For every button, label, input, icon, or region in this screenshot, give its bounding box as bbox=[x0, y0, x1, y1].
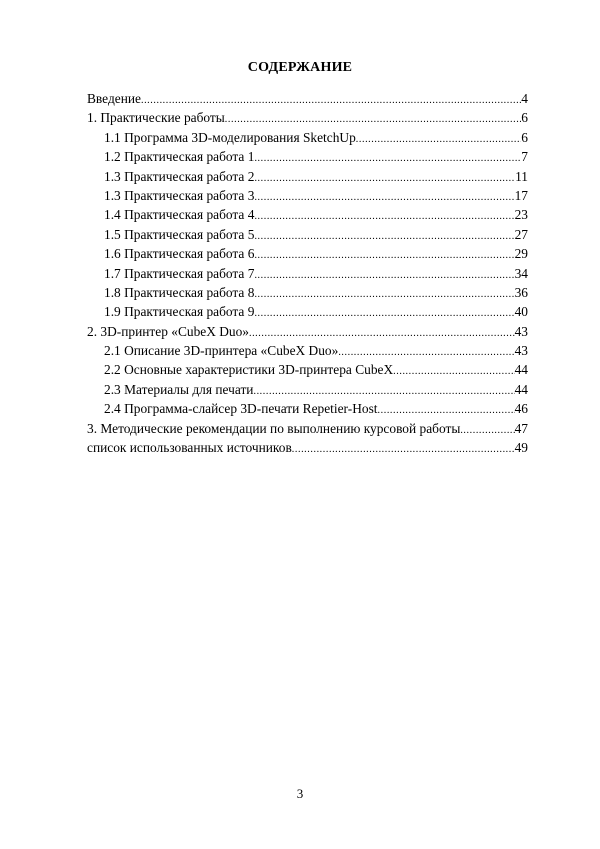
toc-entry-page: 44 bbox=[514, 362, 528, 378]
toc-entry-page: 6 bbox=[521, 129, 528, 145]
toc-entry bbox=[87, 108, 528, 127]
toc-entry-label: 1.7 Практическая работа 7 bbox=[104, 265, 255, 281]
toc-dot-leader bbox=[292, 440, 515, 459]
toc-entry-label: список использованных источников bbox=[87, 440, 292, 456]
toc-entry-page: 34 bbox=[514, 265, 528, 281]
toc-entry bbox=[87, 244, 528, 263]
toc-entry-page: 46 bbox=[514, 401, 528, 417]
toc-entry bbox=[87, 167, 528, 186]
toc-entry-page: 40 bbox=[514, 304, 528, 320]
toc-entry-label: 1.8 Практическая работа 8 bbox=[104, 284, 255, 300]
toc-dot-leader bbox=[254, 207, 514, 226]
toc-entry-page: 27 bbox=[514, 226, 528, 242]
table-of-contents bbox=[87, 89, 528, 457]
toc-entry bbox=[87, 147, 528, 166]
toc-entry bbox=[87, 283, 528, 302]
toc-entry bbox=[87, 89, 528, 108]
toc-entry bbox=[87, 360, 528, 379]
toc-entry-label: 1.3 Практическая работа 3 bbox=[104, 187, 255, 203]
toc-entry-label: Введение bbox=[87, 91, 141, 106]
toc-entry-page: 47 bbox=[514, 420, 528, 436]
toc-entry-page: 29 bbox=[514, 246, 528, 262]
toc-dot-leader bbox=[356, 130, 522, 149]
toc-entry-label: 2.2 Основные характеристики 3D-принтера CubeX bbox=[104, 362, 394, 378]
toc-entry-label: 1.4 Практическая работа 4 bbox=[104, 207, 255, 223]
toc-entry-label: 1. Практические работы bbox=[87, 110, 225, 126]
toc-dot-leader bbox=[254, 266, 514, 285]
page-title: СОДЕРЖАНИЕ bbox=[247, 60, 353, 75]
toc-entry-label: 2.1 Описание 3D-принтера «CubeX Duo» bbox=[104, 343, 339, 359]
toc-entry-page: 17 bbox=[514, 187, 528, 203]
toc-entry bbox=[87, 399, 528, 418]
toc-entry bbox=[87, 302, 528, 321]
toc-entry-label: 1.6 Практическая работа 6 bbox=[104, 246, 255, 262]
toc-entry-page: 43 bbox=[514, 343, 528, 359]
toc-dot-leader bbox=[254, 246, 514, 265]
toc-entry bbox=[87, 225, 528, 244]
toc-entry-label: 1.2 Практическая работа 1 bbox=[104, 149, 255, 165]
toc-entry-label: 1.5 Практическая работа 5 bbox=[104, 226, 255, 242]
toc-entry bbox=[87, 186, 528, 205]
toc-dot-leader bbox=[254, 169, 515, 188]
toc-entry-label: 1.9 Практическая работа 9 bbox=[104, 304, 255, 320]
toc-dot-leader bbox=[460, 421, 514, 440]
toc-entry bbox=[87, 419, 528, 438]
toc-dot-leader bbox=[254, 304, 514, 323]
toc-dot-leader bbox=[254, 188, 514, 207]
toc-dot-leader bbox=[254, 227, 514, 246]
page-number: 3 bbox=[296, 786, 304, 801]
toc-entry bbox=[87, 438, 528, 457]
toc-entry bbox=[87, 380, 528, 399]
toc-entry-page: 36 bbox=[514, 284, 528, 300]
toc-entry-label: 1.3 Практическая работа 2 bbox=[104, 168, 255, 184]
toc-entry bbox=[87, 128, 528, 147]
toc-dot-leader bbox=[254, 149, 521, 168]
toc-entry bbox=[87, 264, 528, 283]
toc-entry-page: 23 bbox=[514, 207, 528, 223]
toc-entry-page: 44 bbox=[514, 381, 528, 397]
toc-entry-page: 49 bbox=[514, 440, 528, 456]
toc-entry-label: 1.1 Программа 3D-моделирования SketchUp bbox=[104, 129, 356, 145]
toc-entry-label: 2.4 Программа-слайсер 3D-печати Repetier-Host bbox=[104, 401, 378, 417]
toc-entry-page: 7 bbox=[521, 149, 528, 165]
toc-entry-page: 4 bbox=[521, 91, 528, 106]
toc-entry-label: 2. 3D-принтер «CubeX Duo» bbox=[87, 323, 249, 339]
toc-entry bbox=[87, 341, 528, 360]
toc-dot-leader bbox=[393, 362, 514, 381]
toc-entry-page: 11 bbox=[515, 168, 528, 184]
toc-entry-label: 3. Методические рекомендации по выполнению курсовой работы bbox=[87, 420, 461, 436]
toc-entry bbox=[87, 322, 528, 341]
toc-entry-page: 6 bbox=[521, 110, 528, 126]
toc-entry bbox=[87, 205, 528, 224]
toc-entry-page: 43 bbox=[514, 323, 528, 339]
toc-dot-leader bbox=[254, 285, 514, 304]
toc-entry-label: 2.3 Материалы для печати bbox=[104, 381, 254, 397]
